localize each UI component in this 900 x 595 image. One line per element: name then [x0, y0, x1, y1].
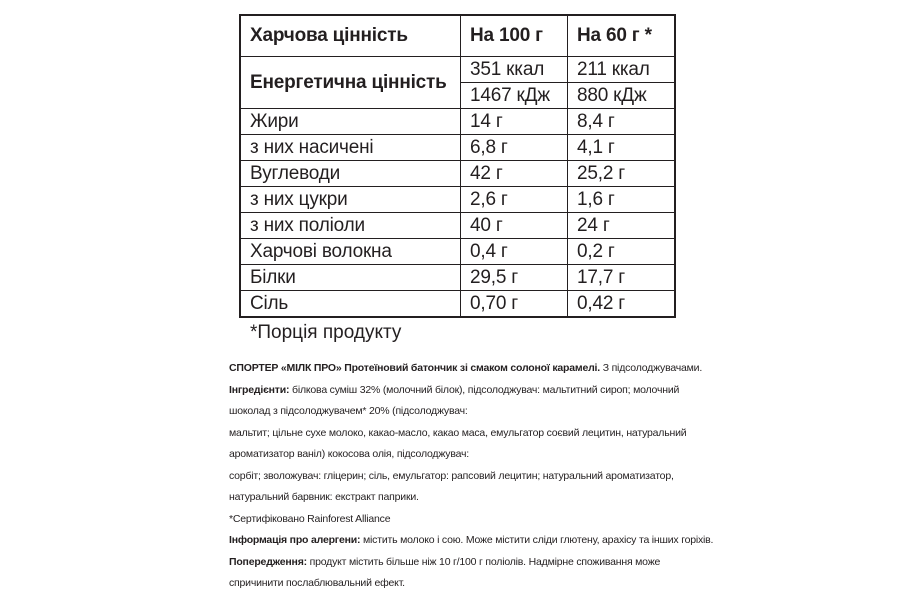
- ingredients-line: сорбіт; зволожувач: гліцерин; сіль, емульгатор: рапсовий лецитин; натуральний ароматизатор,: [229, 469, 674, 482]
- row-label: Білки: [240, 265, 461, 291]
- ingredients-line: шоколад з підсолоджувачем* 20% (підсолоджувач:: [229, 405, 468, 417]
- header-per-100g: На 100 г: [461, 15, 568, 57]
- warning-text: продукт містить більше ніж 10 г/100 г поліолів. Надмірне споживання може: [306, 555, 661, 568]
- table-row: [240, 291, 675, 318]
- row-label: Вуглеводи: [240, 161, 461, 187]
- energy-label: Енергетична цінність: [240, 57, 461, 109]
- row-value-100: 6,8 г: [461, 135, 568, 161]
- warning-line: [229, 552, 699, 574]
- allergens-text: містить молоко і сою. Може містити сліди глютену, арахісу та інших горіхів.: [360, 534, 714, 546]
- nutrition-table: [239, 14, 676, 318]
- row-value-60: 0,42 г: [568, 291, 676, 318]
- energy-kj-60: 880 кДж: [568, 83, 676, 109]
- row-value-60: 8,4 г: [568, 109, 676, 135]
- row-value-100: 0,70 г: [461, 291, 568, 318]
- ingredients-line: натуральний барвник: екстракт паприки.: [229, 491, 419, 503]
- row-value-100: 40 г: [461, 213, 568, 239]
- table-header-row: [240, 15, 675, 57]
- energy-kj-100: 1467 кДж: [461, 83, 568, 109]
- table-row: [240, 265, 675, 291]
- row-label: Харчові волокна: [240, 239, 461, 265]
- ingredients-line: ароматизатор ваніл) кокосова олія, підсолоджувач:: [229, 448, 469, 460]
- product-name: СПОРТЕР «МІЛК ПРО» Протеїновий батончик зі смаком солоної карамелі.: [229, 362, 600, 374]
- ingredients-line: [229, 380, 699, 402]
- row-value-60: 25,2 г: [568, 161, 676, 187]
- row-value-60: 24 г: [568, 213, 676, 239]
- row-value-100: 0,4 г: [461, 239, 568, 265]
- row-label: з них насичені: [240, 135, 461, 161]
- row-label: з них поліоли: [240, 213, 461, 239]
- ingredients-text: білкова суміш 32% (молочний білок), підсолоджувач: мальтитний сироп; молочний: [289, 383, 680, 396]
- allergens-line: [229, 530, 714, 552]
- serving-note: *Порція продукту: [250, 322, 402, 343]
- header-per-60g: На 60 г *: [568, 15, 676, 57]
- row-value-60: 1,6 г: [568, 187, 676, 213]
- row-label: Сіль: [240, 291, 461, 318]
- row-value-60: 4,1 г: [568, 135, 676, 161]
- row-value-100: 14 г: [461, 109, 568, 135]
- ingredients-label: Інгредієнти:: [229, 383, 290, 396]
- energy-kcal-100: 351 ккал: [461, 57, 568, 83]
- table-row: [240, 161, 675, 187]
- warning-label: Попередження:: [229, 555, 307, 568]
- product-info: [229, 358, 714, 595]
- product-sweetener-note: З підсолоджувачами.: [600, 362, 703, 374]
- table-row: [240, 187, 675, 213]
- header-nutrition-value: Харчова цінність: [240, 15, 461, 57]
- energy-kcal-60: 211 ккал: [568, 57, 676, 83]
- row-value-100: 42 г: [461, 161, 568, 187]
- table-row: [240, 109, 675, 135]
- row-value-60: 17,7 г: [568, 265, 676, 291]
- warning-line: спричинити послаблювальний ефект.: [229, 577, 405, 589]
- row-value-60: 0,2 г: [568, 239, 676, 265]
- table-row: [240, 213, 675, 239]
- table-row: [240, 135, 675, 161]
- row-label: Жири: [240, 109, 461, 135]
- row-label: з них цукри: [240, 187, 461, 213]
- row-value-100: 29,5 г: [461, 265, 568, 291]
- table-row: [240, 239, 675, 265]
- row-value-100: 2,6 г: [461, 187, 568, 213]
- product-name-line: [229, 358, 703, 380]
- ingredients-line: мальтит; цільне сухе молоко, какао-масло, какао маса, емульгатор соєвий лецитин, натуральний: [229, 426, 687, 439]
- certification-note: *Сертифіковано Rainforest Alliance: [229, 512, 391, 525]
- table-row-energy-kcal: [240, 57, 675, 83]
- allergens-label: Інформація про алергени:: [229, 534, 361, 546]
